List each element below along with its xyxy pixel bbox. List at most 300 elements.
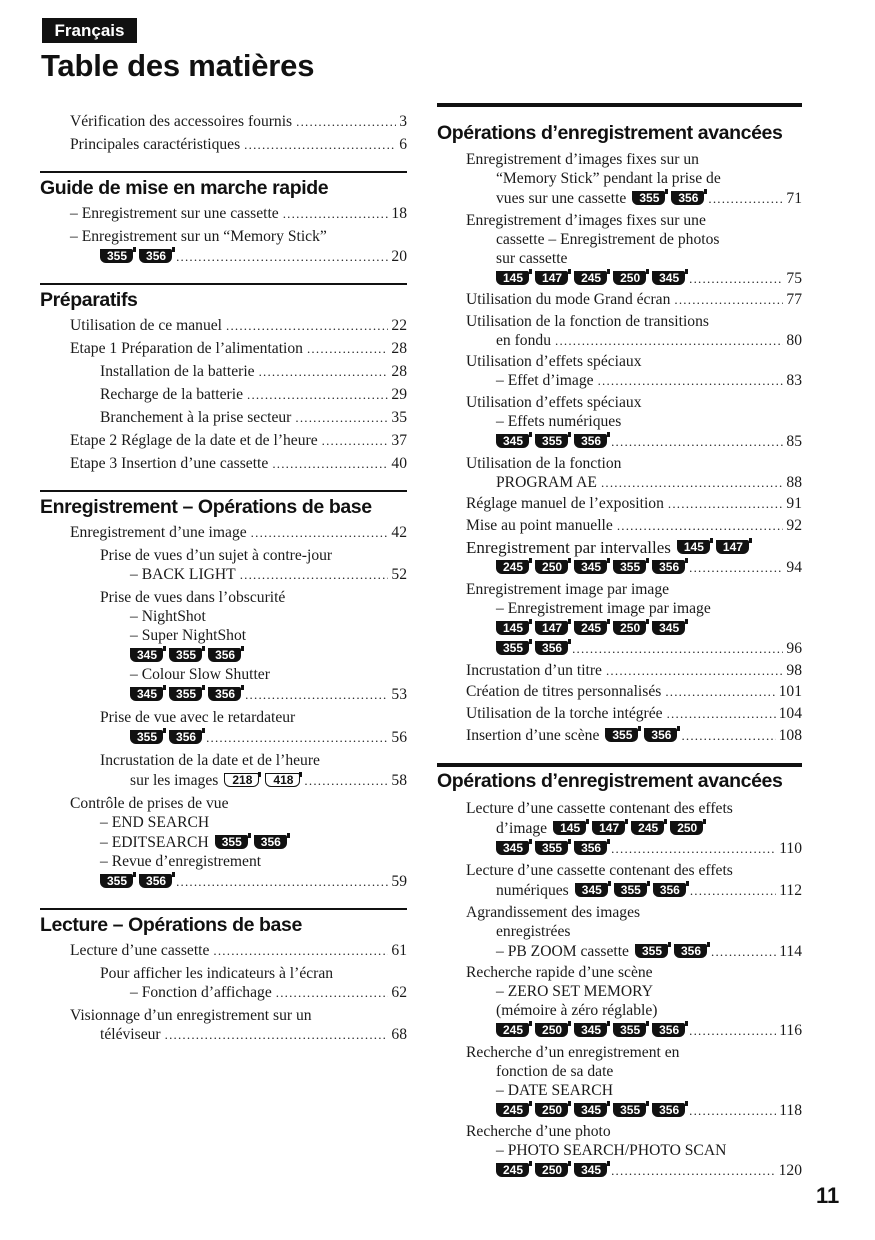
model-badge: 245 (496, 1163, 529, 1177)
entry-text: Etape 2 Réglage de la date et de l’heure (70, 432, 318, 449)
entry-text: Enregistrement d’images fixes sur un (466, 151, 699, 168)
page-ref[interactable]: 6 (399, 136, 407, 153)
page-ref[interactable]: 61 (391, 942, 407, 959)
dot-leader (307, 339, 388, 358)
entry-text: Utilisation d’effets spéciaux (466, 353, 642, 371)
page-ref[interactable]: 53 (391, 686, 407, 703)
toc-entry[interactable] (437, 516, 802, 535)
model-badge: 245 (574, 271, 607, 285)
model-badge: 345 (496, 841, 529, 855)
page-ref[interactable]: 59 (391, 873, 407, 890)
toc-entry[interactable] (40, 316, 407, 335)
model-badge: 145 (496, 271, 529, 285)
toc-row (40, 227, 407, 246)
dot-leader (617, 516, 784, 535)
entry-text: vues sur une cassette (496, 190, 627, 207)
toc-entry[interactable] (40, 454, 407, 473)
model-badge: 245 (574, 621, 607, 635)
section-heading: Lecture – Opérations de base (40, 908, 407, 937)
toc-entry[interactable] (437, 352, 802, 390)
toc-entry[interactable] (437, 661, 802, 680)
page-ref[interactable]: 37 (391, 432, 407, 449)
entry-text: – Enregistrement sur une cassette (70, 205, 279, 222)
model-badge: 355 (605, 728, 638, 742)
page-ref[interactable]: 94 (786, 559, 802, 577)
page-ref[interactable]: 62 (391, 984, 407, 1001)
entry-text: Incrustation d’un titre (466, 661, 602, 679)
toc-row (437, 1141, 802, 1160)
toc-row (437, 1081, 802, 1100)
toc-row (40, 770, 407, 790)
toc-row (437, 580, 802, 599)
entry-text: Recherche d’un enregistrement en (466, 1043, 680, 1061)
entry-text: Utilisation de la torche intégrée (466, 704, 663, 722)
toc-section (40, 490, 407, 891)
page-ref[interactable]: 116 (779, 1022, 802, 1040)
toc-entry[interactable] (40, 964, 407, 1002)
toc-row (437, 150, 802, 169)
toc-row (40, 523, 407, 542)
dot-leader (165, 1025, 389, 1044)
toc-row (40, 565, 407, 584)
entry-text: Prise de vues d’un sujet à contre-jour (100, 547, 333, 564)
dot-leader (244, 135, 396, 154)
page-ref[interactable]: 71 (786, 190, 802, 207)
model-badge-outline: 418 (265, 773, 300, 787)
page-ref[interactable]: 98 (786, 661, 802, 679)
page-ref[interactable]: 52 (391, 566, 407, 583)
dot-leader (690, 881, 776, 900)
toc-entry[interactable] (40, 112, 407, 131)
page-ref[interactable]: 29 (391, 386, 407, 403)
model-badge: 245 (631, 821, 664, 835)
toc-entry[interactable] (437, 537, 802, 577)
entry-text: Enregistrement image par image (466, 580, 670, 598)
toc-entry[interactable] (437, 963, 802, 1040)
toc-row (40, 964, 407, 983)
page-ref[interactable]: 35 (391, 409, 407, 426)
toc-entry[interactable] (40, 751, 407, 790)
entry-text: Agrandissement des images (466, 903, 641, 921)
toc-entry[interactable] (437, 211, 802, 288)
toc-entry[interactable] (437, 1043, 802, 1120)
model-badge: 145 (553, 821, 586, 835)
dot-leader (247, 385, 388, 404)
entry-text: Prise de vues dans l’obscurité (100, 589, 286, 606)
entry-text: Etape 1 Préparation de l’alimentation (70, 340, 303, 357)
toc-row (40, 813, 407, 832)
model-badge: 250 (535, 1103, 568, 1117)
dot-leader (708, 189, 783, 208)
model-badge: 147 (716, 540, 749, 554)
entry-text: Vérification des accessoires fournis (70, 113, 293, 130)
entry-text: Contrôle de prises de vue (70, 795, 229, 812)
toc-entry[interactable] (437, 580, 802, 658)
toc-row (437, 352, 802, 371)
toc-row (437, 982, 802, 1001)
toc-row (437, 249, 802, 268)
toc-row (437, 725, 802, 745)
toc-entry[interactable] (40, 227, 407, 266)
entry-text: – PHOTO SEARCH/PHOTO SCAN (496, 1142, 727, 1160)
model-badge: 345 (574, 1103, 607, 1117)
toc-row (437, 704, 802, 723)
page-ref[interactable]: 68 (391, 1026, 407, 1043)
model-badge: 356 (254, 835, 287, 849)
toc-row (437, 268, 802, 288)
page-ref[interactable]: 118 (779, 1101, 802, 1119)
toc-row (40, 871, 407, 891)
entry-text: – ZERO SET MEMORY (496, 983, 653, 1001)
entry-text: numériques (496, 881, 569, 899)
toc-row (40, 626, 407, 645)
toc-row (437, 638, 802, 658)
entry-text: en fondu (496, 331, 551, 349)
page-ref[interactable]: 85 (786, 432, 802, 450)
toc-row (40, 431, 407, 450)
toc-entry[interactable] (437, 312, 802, 350)
model-badge: 355 (535, 434, 568, 448)
toc-row (40, 339, 407, 358)
toc-entry[interactable] (40, 546, 407, 584)
entry-text: Visionnage d’un enregistrement sur un (70, 1007, 312, 1024)
dot-leader (611, 1161, 776, 1180)
dot-leader (251, 523, 389, 542)
model-badge: 355 (632, 191, 665, 205)
model-badge: 355 (496, 641, 529, 655)
entry-text: Enregistrement par intervalles (466, 538, 671, 558)
toc-row (40, 607, 407, 626)
dot-leader (668, 494, 784, 513)
model-badge: 355 (215, 835, 248, 849)
dot-leader (681, 726, 775, 745)
dot-leader (689, 1101, 776, 1120)
section-heading: Préparatifs (40, 283, 407, 312)
toc-row (437, 922, 802, 941)
model-badge: 356 (652, 560, 685, 574)
model-badge: 355 (613, 1103, 646, 1117)
toc-row (40, 684, 407, 704)
toc-entry[interactable] (40, 588, 407, 704)
section-heading: Guide de mise en marche rapide (40, 171, 407, 200)
model-badge: 345 (574, 560, 607, 574)
dot-leader (598, 371, 784, 390)
model-badge: 345 (575, 883, 608, 897)
dot-leader (176, 247, 388, 266)
page-ref[interactable]: 112 (779, 881, 802, 899)
dot-leader (206, 728, 388, 747)
page-ref[interactable]: 42 (391, 524, 407, 541)
toc-row (437, 818, 802, 838)
toc-entry[interactable] (437, 150, 802, 208)
entry-text: (mémoire à zéro réglable) (496, 1002, 658, 1020)
toc-entry[interactable] (40, 523, 407, 542)
toc-row (437, 557, 802, 577)
page-ref[interactable]: 77 (786, 291, 802, 309)
page-ref[interactable]: 28 (391, 340, 407, 357)
page-ref[interactable]: 108 (778, 727, 802, 745)
dot-leader (272, 454, 388, 473)
toc-row (437, 473, 802, 492)
toc-row (437, 230, 802, 249)
entry-text: enregistrées (496, 922, 571, 940)
model-badge: 355 (169, 648, 202, 662)
page-ref[interactable]: 56 (391, 729, 407, 746)
toc-row (437, 1100, 802, 1120)
entry-text: Recherche rapide d’une scène (466, 964, 653, 982)
toc-row (40, 316, 407, 335)
model-badge: 245 (496, 1023, 529, 1037)
toc-entry[interactable] (40, 941, 407, 960)
model-badge: 356 (653, 883, 686, 897)
toc-row (40, 588, 407, 607)
entry-text: sur les images (130, 772, 219, 789)
model-badge: 356 (644, 728, 677, 742)
dot-leader (296, 112, 396, 131)
entry-text: – END SEARCH (100, 814, 210, 831)
dot-leader (689, 269, 783, 288)
model-badge: 356 (574, 434, 607, 448)
page-ref[interactable]: 20 (391, 248, 407, 265)
toc-row (437, 618, 802, 638)
toc-row (437, 1043, 802, 1062)
toc-row (40, 832, 407, 852)
model-badge: 250 (613, 271, 646, 285)
model-badge: 356 (208, 687, 241, 701)
right-column (437, 86, 802, 1180)
entry-text: – Effets numériques (496, 412, 622, 430)
model-badge: 355 (100, 249, 133, 263)
toc-row (40, 983, 407, 1002)
model-badge: 345 (652, 621, 685, 635)
toc-entry[interactable] (437, 290, 802, 309)
toc-entry[interactable] (437, 393, 802, 451)
page-ref[interactable]: 114 (779, 942, 802, 960)
toc-entry[interactable] (40, 431, 407, 450)
toc-entry[interactable] (40, 1006, 407, 1044)
entry-text: Utilisation de ce manuel (70, 317, 222, 334)
toc-entry[interactable] (40, 408, 407, 427)
toc-row (40, 362, 407, 381)
toc-row (40, 794, 407, 813)
toc-entry[interactable] (40, 362, 407, 381)
toc-row (437, 963, 802, 982)
dot-leader (711, 942, 776, 961)
toc-row (40, 546, 407, 565)
entry-text: – NightShot (130, 608, 206, 625)
model-badge: 145 (496, 621, 529, 635)
toc-row (437, 1122, 802, 1141)
entry-text: d’image (496, 820, 548, 838)
entry-text: Mise au point manuelle (466, 516, 613, 534)
toc-row (437, 1160, 802, 1180)
model-badge: 147 (535, 621, 568, 635)
model-badge: 345 (496, 434, 529, 448)
dot-leader (276, 983, 389, 1002)
page-ref[interactable]: 120 (778, 1162, 802, 1180)
toc-row (40, 852, 407, 871)
entry-text: Branchement à la prise secteur (100, 409, 292, 426)
toc-section (437, 763, 802, 1180)
entry-text: téléviseur (100, 1026, 161, 1043)
page-ref[interactable]: 104 (778, 704, 802, 722)
left-column (40, 108, 407, 1044)
toc-row (437, 599, 802, 618)
entry-text: “Memory Stick” pendant la prise de (496, 170, 721, 187)
toc-row (40, 454, 407, 473)
model-badge: 345 (130, 687, 163, 701)
dot-leader (555, 331, 783, 350)
page-ref[interactable]: 3 (399, 113, 407, 130)
page-ref[interactable]: 28 (391, 363, 407, 380)
toc-entry[interactable] (437, 454, 802, 492)
model-badge: 355 (613, 560, 646, 574)
toc-entry[interactable] (40, 385, 407, 404)
toc-entry[interactable] (437, 903, 802, 961)
toc-row (437, 290, 802, 309)
model-badge: 145 (677, 540, 710, 554)
toc-row (40, 1025, 407, 1044)
toc-entry[interactable] (40, 135, 407, 154)
entry-text: PROGRAM AE (496, 473, 597, 491)
toc-entry[interactable] (437, 799, 802, 858)
toc-row (437, 371, 802, 390)
model-badge: 250 (535, 560, 568, 574)
toc-entry[interactable] (437, 704, 802, 723)
page-ref[interactable]: 58 (391, 772, 407, 789)
dot-leader (689, 558, 783, 577)
entry-text: Lecture d’une cassette contenant des effets (466, 800, 733, 818)
dot-leader (213, 941, 388, 960)
toc-entry[interactable] (437, 725, 802, 745)
entry-text: Pour afficher les indicateurs à l’écran (100, 965, 334, 982)
dot-leader (689, 1021, 776, 1040)
model-badge: 250 (613, 621, 646, 635)
toc-row (437, 431, 802, 451)
toc-row (437, 393, 802, 412)
toc-row (437, 1062, 802, 1081)
dot-leader (295, 408, 388, 427)
dot-leader (283, 204, 389, 223)
entry-text: cassette – Enregistrement de photos (496, 230, 720, 248)
dot-leader (245, 685, 388, 704)
entry-text: Réglage manuel de l’exposition (466, 495, 664, 513)
page-ref[interactable]: 110 (779, 840, 802, 858)
toc-row (40, 1006, 407, 1025)
toc-entry[interactable] (40, 794, 407, 891)
entry-text: Utilisation d’effets spéciaux (466, 393, 642, 411)
toc-entry[interactable] (437, 682, 802, 701)
toc-row (437, 861, 802, 880)
model-badge: 356 (652, 1103, 685, 1117)
toc-row (40, 135, 407, 154)
toc-row (437, 412, 802, 431)
model-badge: 356 (652, 1023, 685, 1037)
page-ref[interactable]: 92 (786, 516, 802, 534)
toc-row (40, 665, 407, 684)
entry-text: – PB ZOOM cassette (496, 942, 629, 960)
entry-text: – Super NightShot (130, 627, 247, 644)
entry-text: – BACK LIGHT (130, 566, 236, 583)
model-badge: 356 (535, 641, 568, 655)
entry-text: Etape 3 Insertion d’une cassette (70, 455, 269, 472)
toc-row (437, 516, 802, 535)
model-badge: 355 (614, 883, 647, 897)
entry-text: Incrustation de la date et de l’heure (100, 752, 320, 769)
entry-text: Création de titres personnalisés (466, 683, 662, 701)
toc-row (437, 661, 802, 680)
page-ref[interactable]: 75 (786, 269, 802, 287)
page-ref[interactable]: 80 (786, 331, 802, 349)
entry-text: Utilisation de la fonction (466, 454, 622, 472)
model-badge: 245 (496, 560, 529, 574)
model-badge: 147 (592, 821, 625, 835)
toc-entry[interactable] (437, 494, 802, 513)
toc-row (437, 1020, 802, 1040)
page-ref[interactable]: 22 (391, 317, 407, 334)
page-title: Table des matières (41, 48, 315, 83)
toc-row (40, 645, 407, 665)
model-badge: 345 (574, 1023, 607, 1037)
entry-text: Enregistrement d’une image (70, 524, 247, 541)
entry-text: Utilisation du mode Grand écran (466, 291, 671, 309)
model-badge: 355 (535, 841, 568, 855)
toc-row (437, 494, 802, 513)
toc-row (437, 880, 802, 900)
toc-entry[interactable] (437, 1122, 802, 1180)
dot-leader (572, 639, 783, 658)
entry-text: Recharge de la batterie (100, 386, 244, 403)
dot-leader (665, 682, 775, 701)
entry-text: – Enregistrement image par image (496, 599, 711, 617)
page-ref[interactable]: 91 (786, 495, 802, 513)
model-badge: 345 (574, 1163, 607, 1177)
toc-row (40, 727, 407, 747)
page-ref[interactable]: 101 (778, 683, 802, 701)
page-ref[interactable]: 40 (391, 455, 407, 472)
page-ref[interactable]: 96 (786, 639, 802, 657)
entry-text: sur cassette (496, 249, 568, 267)
section-heading: Opérations d’enregistrement avancées (437, 103, 802, 145)
toc-row (40, 204, 407, 223)
entry-text: Enregistrement d’images fixes sur une (466, 211, 706, 229)
toc-entry[interactable] (437, 861, 802, 900)
model-badge: 250 (670, 821, 703, 835)
model-badge: 356 (671, 191, 704, 205)
entry-text: – Fonction d’affichage (130, 984, 272, 1001)
model-badge-outline: 218 (224, 773, 259, 787)
entry-text: – Enregistrement sur un “Memory Stick” (70, 228, 327, 245)
toc-entry[interactable] (40, 204, 407, 223)
toc-entry[interactable] (40, 339, 407, 358)
page-ref[interactable]: 83 (786, 372, 802, 390)
language-tab: Français (42, 18, 137, 43)
entry-text: Installation de la batterie (100, 363, 255, 380)
toc-row (40, 708, 407, 727)
page-ref[interactable]: 88 (786, 473, 802, 491)
toc-entry[interactable] (40, 708, 407, 747)
entry-text: – DATE SEARCH (496, 1081, 613, 1099)
toc-row (437, 537, 802, 557)
dot-leader (226, 316, 388, 335)
dot-leader (259, 362, 389, 381)
toc-row (437, 1001, 802, 1020)
model-badge: 356 (139, 249, 172, 263)
entry-text: Lecture d’une cassette (70, 942, 210, 959)
page-ref[interactable]: 18 (391, 205, 407, 222)
toc-row (437, 682, 802, 701)
toc-row (40, 112, 407, 131)
